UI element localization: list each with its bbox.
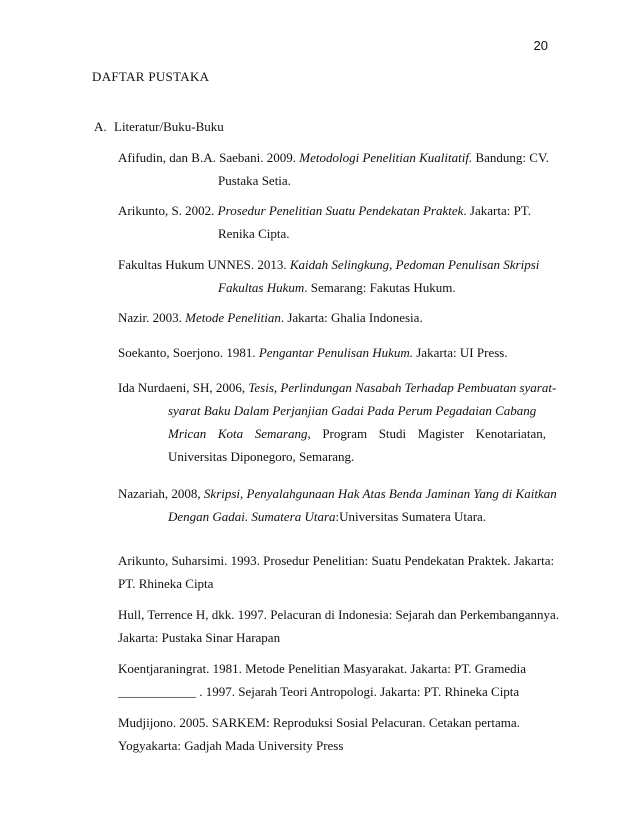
reference-entry: Ida Nurdaeni, SH, 2006, Tesis, Perlindungan Nasabah Terhadap Pembuatan syarat- syarat Baku Dalam Perjanjian Gadai Pada Perum Pegadaian Cabang Mrican Kota Semarang, Program Studi Magister Kenotariatan, Universitas Diponegoro, Semarang. (118, 380, 557, 464)
reference-entry: Fakultas Hukum UNNES. 2013. Kaidah Selingkung, Pedoman Penulisan Skripsi Fakultas Hukum. Semarang: Fakutas Hukum. (118, 257, 540, 295)
section-label: Literatur/Buku-Buku (114, 119, 224, 134)
reference-entry: Arikunto, S. 2002. Prosedur Penelitian Suatu Pendekatan Praktek. Jakarta: PT. Renika Cipta. (118, 203, 532, 241)
reference-entry: Mudjijono. 2005. SARKEM: Reproduksi Sosial Pelacuran. Cetakan pertama. Yogyakarta: Gadjah Mada University Press (118, 715, 520, 753)
reference-entry: Afifudin, dan B.A. Saebani. 2009. Metodologi Penelitian Kualitatif. Bandung: CV. Pustaka Setia. (118, 150, 549, 188)
reference-entry: Nazir. 2003. Metode Penelitian. Jakarta: Ghalia Indonesia. (118, 310, 423, 325)
page-number: 20 (533, 38, 548, 53)
reference-entry: Koentjaraningrat. 1981. Metode Penelitian Masyarakat. Jakarta: PT. Gramedia ____________ . 1997. Sejarah Teori Antropologi. Jakarta: PT. Rhineka Cipta (118, 661, 527, 699)
section-heading (94, 119, 224, 135)
section-letter: A. (94, 119, 107, 134)
page-title: DAFTAR PUSTAKA (92, 69, 210, 84)
reference-entry: Soekanto, Soerjono. 1981. Pengantar Penulisan Hukum. Jakarta: UI Press. (118, 345, 508, 360)
reference-entry: Nazariah, 2008, Skripsi, Penyalahgunaan Hak Atas Benda Jaminan Yang di Kaitkan Dengan Gadai. Sumatera Utara:Universitas Sumatera Utara. (118, 486, 557, 524)
reference-entry: Hull, Terrence H, dkk. 1997. Pelacuran di Indonesia: Sejarah dan Perkembangannya. Jakarta: Pustaka Sinar Harapan (118, 607, 560, 645)
reference-entry: Arikunto, Suharsimi. 1993. Prosedur Penelitian: Suatu Pendekatan Praktek. Jakarta: PT. Rhineka Cipta (118, 553, 555, 591)
